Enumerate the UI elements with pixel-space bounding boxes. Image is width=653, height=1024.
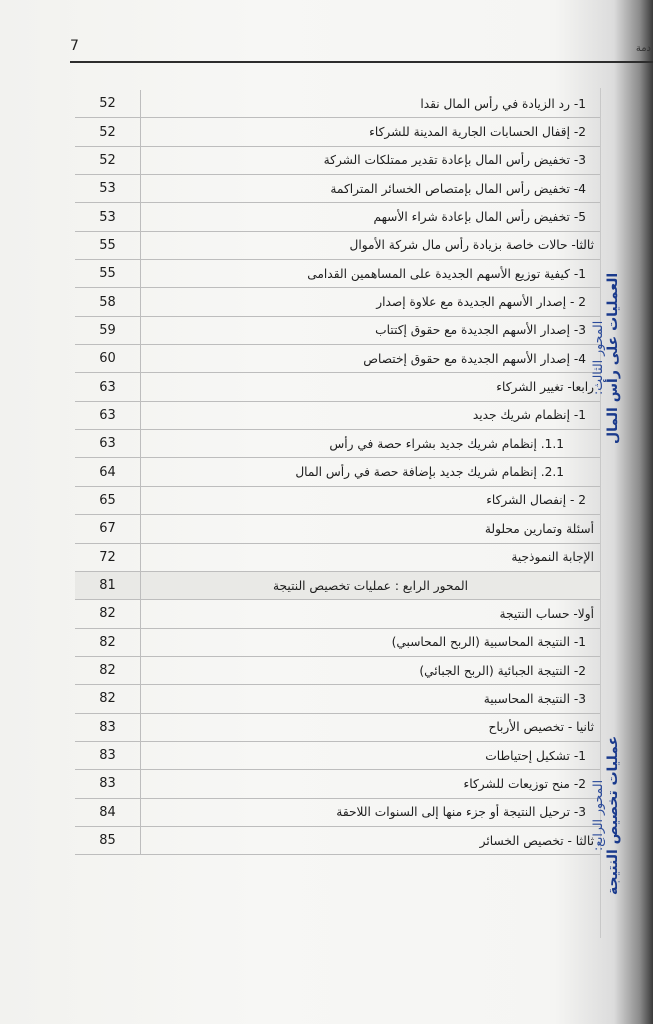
toc-entry-page: 82	[75, 656, 141, 684]
page-number: 7	[70, 38, 79, 54]
toc-row	[75, 146, 600, 174]
toc-entry-page: 81	[75, 571, 141, 599]
toc-entry-title: 4- إصدار الأسهم الجديدة مع حقوق إختصاص	[141, 345, 601, 373]
toc-entry-title: 5- تخفيض رأس المال بإعادة شراء الأسهم	[141, 203, 601, 231]
toc-body	[75, 90, 600, 855]
toc-entry-title: 1.1. إنظمام شريك جديد بشراء حصة في رأس	[141, 430, 601, 458]
toc-entry-title: 1- تشكيل إحتياطات	[141, 741, 601, 769]
toc-row	[75, 741, 600, 769]
toc-entry-title: ثالثا- حالات خاصة بزيادة رأس مال شركة الأموال	[141, 231, 601, 259]
toc-entry-page: 55	[75, 260, 141, 288]
toc-row	[75, 401, 600, 429]
toc-row	[75, 260, 600, 288]
toc-entry-title: المحور الرابع : عمليات تخصيص النتيجة	[141, 571, 601, 599]
toc-chapter-row	[75, 571, 600, 599]
toc-entry-page: 53	[75, 203, 141, 231]
toc-entry-title: 2- النتيجة الجبائية (الربح الجبائي)	[141, 656, 601, 684]
toc-entry-title: 2- منح توزيعات للشركاء	[141, 770, 601, 798]
toc-entry-page: 60	[75, 345, 141, 373]
toc-row	[75, 515, 600, 543]
toc-row	[75, 118, 600, 146]
toc-row	[75, 826, 600, 854]
toc-entry-page: 82	[75, 685, 141, 713]
toc-entry-page: 84	[75, 798, 141, 826]
toc-row	[75, 713, 600, 741]
toc-row	[75, 458, 600, 486]
side-label-axis-4	[590, 705, 642, 925]
toc-row	[75, 628, 600, 656]
toc-row	[75, 600, 600, 628]
toc-entry-page: 58	[75, 288, 141, 316]
toc-row	[75, 373, 600, 401]
toc-entry-title: 1- رد الزيادة في رأس المال نقدا	[141, 90, 601, 118]
toc-entry-title: 2.1. إنظمام شريك جديد بإضافة حصة في رأس المال	[141, 458, 601, 486]
toc-entry-title: 2 - إصدار الأسهم الجديدة مع علاوة إصدار	[141, 288, 601, 316]
toc-entry-title: 3- تخفيض رأس المال بإعادة تقدير ممتلكات الشركة	[141, 146, 601, 174]
side-label-axis-4-title: عمليات تخصيص النتيجة	[605, 735, 621, 895]
toc-row	[75, 798, 600, 826]
toc-entry-page: 55	[75, 231, 141, 259]
toc-row	[75, 345, 600, 373]
running-head: دمة	[635, 43, 651, 54]
toc-entry-page: 64	[75, 458, 141, 486]
toc-entry-page: 59	[75, 316, 141, 344]
toc-row	[75, 486, 600, 514]
toc-entry-title: 1- إنظمام شريك جديد	[141, 401, 601, 429]
toc-row	[75, 685, 600, 713]
toc-row	[75, 770, 600, 798]
toc-row	[75, 316, 600, 344]
toc-entry-title: ثانيا - تخصيص الأرباح	[141, 713, 601, 741]
toc-entry-page: 52	[75, 146, 141, 174]
toc-entry-page: 63	[75, 373, 141, 401]
toc-entry-title: الإجابة النموذجية	[141, 543, 601, 571]
toc-entry-page: 85	[75, 826, 141, 854]
side-label-axis-3	[590, 258, 642, 458]
toc-entry-page: 52	[75, 118, 141, 146]
side-label-axis-3-heading: المحور الثالث:	[590, 320, 605, 396]
toc-entry-title: 4- تخفيض رأس المال بإمتصاص الخسائر المتراكمة	[141, 175, 601, 203]
toc-row	[75, 203, 600, 231]
toc-row	[75, 288, 600, 316]
toc-row	[75, 430, 600, 458]
table-of-contents	[75, 90, 600, 855]
toc-row	[75, 656, 600, 684]
toc-entry-title: 1- النتيجة المحاسبية (الربح المحاسبي)	[141, 628, 601, 656]
toc-entry-page: 63	[75, 430, 141, 458]
toc-entry-title: 3- إصدار الأسهم الجديدة مع حقوق إكتتاب	[141, 316, 601, 344]
toc-entry-page: 82	[75, 628, 141, 656]
toc-entry-title: رابعا- تغيير الشركاء	[141, 373, 601, 401]
toc-entry-page: 52	[75, 90, 141, 118]
toc-entry-page: 67	[75, 515, 141, 543]
toc-entry-page: 82	[75, 600, 141, 628]
side-label-axis-3-title: العمليات على رأس المال	[605, 272, 621, 444]
toc-entry-title: 2- إقفال الحسابات الجارية المدينة للشركاء	[141, 118, 601, 146]
toc-entry-title: 2 - إنفصال الشركاء	[141, 486, 601, 514]
toc-entry-title: أسئلة وتمارين محلولة	[141, 515, 601, 543]
toc-entry-title: 3- النتيجة المحاسبية	[141, 685, 601, 713]
toc-entry-page: 65	[75, 486, 141, 514]
toc-row	[75, 175, 600, 203]
toc-entry-title: 3- ترحيل النتيجة أو جزء منها إلى السنوات اللاحقة	[141, 798, 601, 826]
toc-entry-page: 83	[75, 741, 141, 769]
toc-entry-title: أولا- حساب النتيجة	[141, 600, 601, 628]
toc-entry-title: 1- كيفية توزيع الأسهم الجديدة على المساهمين القدامى	[141, 260, 601, 288]
toc-row	[75, 543, 600, 571]
toc-entry-title: ثالثا - تخصيص الخسائر	[141, 826, 601, 854]
header-rule	[70, 61, 653, 63]
toc-entry-page: 83	[75, 713, 141, 741]
toc-entry-page: 83	[75, 770, 141, 798]
toc-entry-page: 63	[75, 401, 141, 429]
toc-entry-page: 53	[75, 175, 141, 203]
toc-row	[75, 231, 600, 259]
toc-entry-page: 72	[75, 543, 141, 571]
toc-row	[75, 90, 600, 118]
side-label-axis-4-heading: المحور الرابع:	[590, 779, 605, 851]
